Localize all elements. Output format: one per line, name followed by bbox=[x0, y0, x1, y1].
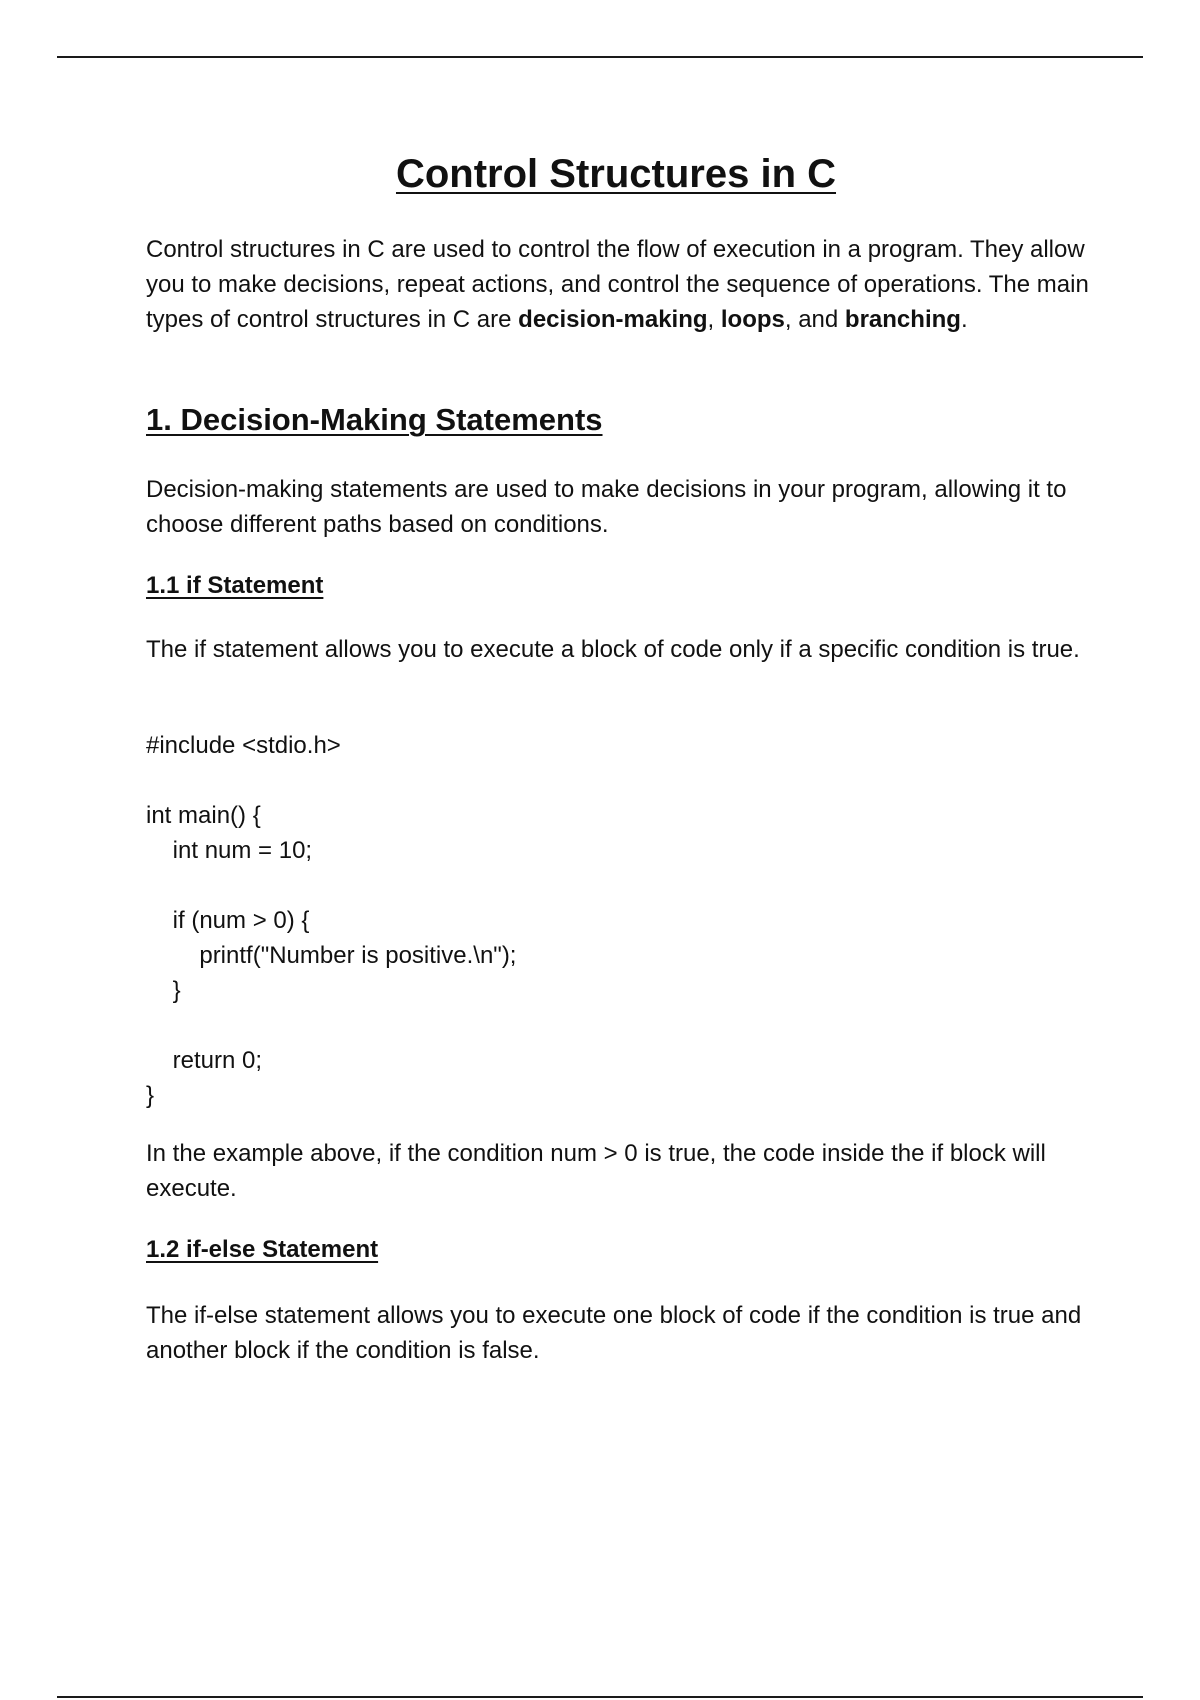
code-line: } bbox=[146, 977, 181, 1004]
term-decision-making: decision-making bbox=[518, 306, 708, 333]
section-heading-decision-making: 1. Decision-Making Statements bbox=[146, 402, 603, 437]
page-bottom-rule bbox=[57, 1696, 1143, 1698]
code-line bbox=[146, 868, 1096, 903]
if-else-description-paragraph: The if-else statement allows you to execute one block of code if the condition is true and another block if the condition is false. bbox=[146, 1302, 1082, 1364]
document-title bbox=[146, 148, 1086, 200]
if-description-paragraph: The if statement allows you to execute a block of code only if a specific condition is true. bbox=[146, 636, 1080, 663]
code-line: } bbox=[146, 1082, 155, 1109]
code-line: int num = 10; bbox=[146, 837, 313, 864]
code-line: #include <stdio.h> bbox=[146, 732, 341, 759]
code-line: printf("Number is positive.\n"); bbox=[146, 942, 517, 969]
page-top-rule bbox=[57, 56, 1143, 58]
section-decision-making-paragraph: Decision-making statements are used to make decisions in your program, allowing it to choose different paths based on conditions. bbox=[146, 476, 1067, 538]
code-line bbox=[146, 1008, 1096, 1043]
code-line bbox=[146, 763, 1096, 798]
if-code-block bbox=[146, 728, 1096, 1113]
term-loops: loops bbox=[720, 306, 785, 333]
if-explanation-paragraph: In the example above, if the condition num > 0 is true, the code inside the if block will execute. bbox=[146, 1140, 1046, 1202]
intro-paragraph: Control structures in C are used to control the flow of execution in a program. They allow you to make decisions, repeat actions, and control the sequence of operations. The main types of control structures in C are decision-making, loops, and branching. bbox=[146, 236, 1089, 333]
code-line: return 0; bbox=[146, 1047, 263, 1074]
document-title-text: Control Structures in C bbox=[395, 152, 837, 196]
subsection-heading-if-else: 1.2 if-else Statement bbox=[146, 1236, 379, 1263]
term-branching: branching bbox=[844, 306, 961, 333]
subsection-heading-if: 1.1 if Statement bbox=[146, 572, 324, 599]
code-line: int main() { bbox=[146, 802, 261, 829]
code-line: if (num > 0) { bbox=[146, 907, 310, 934]
